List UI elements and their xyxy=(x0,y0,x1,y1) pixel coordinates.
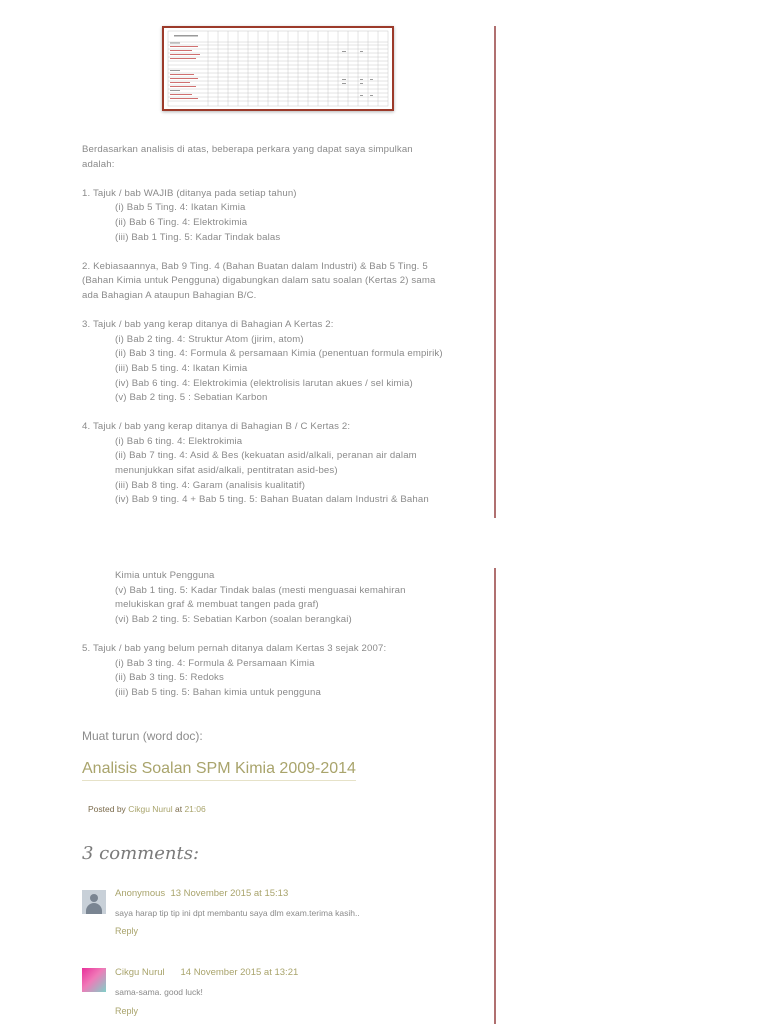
list-subitem: melukiskan graf & membuat tangen pada graf) xyxy=(115,599,319,611)
text-line: ada Bahagian A ataupun Bahagian B/C. xyxy=(82,289,257,301)
posted-by-label: Posted by xyxy=(88,804,126,814)
text-line: 5. Tajuk / bab yang belum pernah ditanya dalam Kertas 3 sejak 2007: xyxy=(82,642,387,654)
list-subitem: (iv) Bab 6 ting. 4: Elektrokimia (elektrolisis larutan akues / sel kimia) xyxy=(115,377,413,389)
text-line: 4. Tajuk / bab yang kerap ditanya di Bahagian B / C Kertas 2: xyxy=(82,421,351,433)
text-line: 2. Kebiasaannya, Bab 9 Ting. 4 (Bahan Buatan dalam Industri) & Bab 5 Ting. 5 xyxy=(82,260,428,272)
list-subitem: (iv) Bab 9 ting. 4 + Bab 5 ting. 5: Bahan Buatan dalam Industri & Bahan xyxy=(115,494,429,506)
list-subitem: (vi) Bab 2 ting. 5: Sebatian Karbon (soalan berangkai) xyxy=(115,613,352,625)
list-subitem: (i) Bab 6 ting. 4: Elektrokimia xyxy=(115,435,243,447)
list-subitem: Kimia untuk Pengguna xyxy=(115,570,215,581)
reply-link[interactable]: Reply xyxy=(115,926,139,936)
article-text-part1 xyxy=(82,143,482,508)
list-subitem: (ii) Bab 3 ting. 5: Redoks xyxy=(115,672,224,684)
paragraph-gap xyxy=(82,245,482,260)
user-silhouette-icon xyxy=(90,894,98,902)
page-edge-rule-top xyxy=(494,26,496,518)
paragraph-gap xyxy=(82,304,482,319)
list-subitem: (iii) Bab 1 Ting. 5: Kadar Tindak balas xyxy=(115,231,281,243)
comment-avatar-cikgu-nurul[interactable] xyxy=(82,968,106,992)
reply-link[interactable]: Reply xyxy=(115,1006,139,1016)
list-subitem: (i) Bab 5 Ting. 4: Ikatan Kimia xyxy=(115,202,246,214)
paragraph-gap xyxy=(82,172,482,187)
comment-author-link[interactable]: Cikgu Nurul xyxy=(115,967,165,978)
comments-heading: 3 comments: xyxy=(82,843,200,864)
post-author-link[interactable]: Cikgu Nurul xyxy=(128,804,173,814)
list-subitem: (ii) Bab 7 ting. 4: Asid & Bes (kekuatan asid/alkali, peranan air dalam xyxy=(115,450,417,462)
download-label: Muat turun (word doc): xyxy=(82,729,203,743)
text-line: adalah: xyxy=(82,158,115,170)
list-subitem: (iii) Bab 5 ting. 4: Ikatan Kimia xyxy=(115,362,248,374)
posted-at-label: at xyxy=(174,804,183,814)
list-subitem: (i) Bab 2 ting. 4: Struktur Atom (jirim, atom) xyxy=(115,333,304,345)
text-line: 1. Tajuk / bab WAJIB (ditanya pada setiap tahun) xyxy=(82,187,297,199)
text-line: Berdasarkan analisis di atas, beberapa perkara yang dapat saya simpulkan xyxy=(82,144,413,155)
comment-meta xyxy=(115,967,298,978)
page-edge-rule-bottom xyxy=(494,568,496,1024)
comment-avatar-anonymous[interactable] xyxy=(82,890,106,914)
list-subitem: (iii) Bab 5 ting. 5: Bahan kimia untuk pengguna xyxy=(115,686,321,698)
user-silhouette-body xyxy=(86,903,102,914)
list-subitem: (ii) Bab 6 Ting. 4: Elektrokimia xyxy=(115,216,248,228)
paragraph-gap xyxy=(82,406,482,421)
list-subitem: (ii) Bab 3 ting. 4: Formula & persamaan Kimia (penentuan formula empirik) xyxy=(115,348,443,360)
list-subitem: (iii) Bab 8 ting. 4: Garam (analisis kualitatif) xyxy=(115,479,306,491)
paragraph-gap xyxy=(82,627,482,642)
analysis-table-image[interactable] xyxy=(162,26,394,111)
list-subitem: (v) Bab 1 ting. 5: Kadar Tindak balas (mesti menguasai kemahiran xyxy=(115,584,406,596)
post-meta xyxy=(88,804,206,814)
article-text-part2 xyxy=(82,569,482,700)
comment-meta xyxy=(115,888,288,899)
comment-date-link[interactable]: 14 November 2015 at 13:21 xyxy=(180,967,299,978)
list-subitem: menunjukkan sifat asid/alkali, pentitratan asid-bes) xyxy=(115,465,338,477)
text-line: (Bahan Kimia untuk Pengguna) digabungkan dalam satu soalan (Kertas 2) sama xyxy=(82,275,436,287)
comment-body: saya harap tip tip ini dpt membantu saya dlm exam.terima kasih.. xyxy=(115,908,360,918)
list-subitem: (v) Bab 2 ting. 5 : Sebatian Karbon xyxy=(115,392,268,404)
comment-body: sama-sama. good luck! xyxy=(115,987,203,997)
post-time-link[interactable]: 21:06 xyxy=(184,804,206,814)
comment-author[interactable]: Anonymous xyxy=(115,888,166,899)
download-link[interactable]: Analisis Soalan SPM Kimia 2009-2014 xyxy=(82,760,356,781)
analysis-table-graphic xyxy=(164,28,392,109)
list-subitem: (i) Bab 3 ting. 4: Formula & Persamaan Kimia xyxy=(115,657,315,669)
text-line: 3. Tajuk / bab yang kerap ditanya di Bahagian A Kertas 2: xyxy=(82,319,334,331)
comment-date-link[interactable]: 13 November 2015 at 15:13 xyxy=(170,888,289,899)
